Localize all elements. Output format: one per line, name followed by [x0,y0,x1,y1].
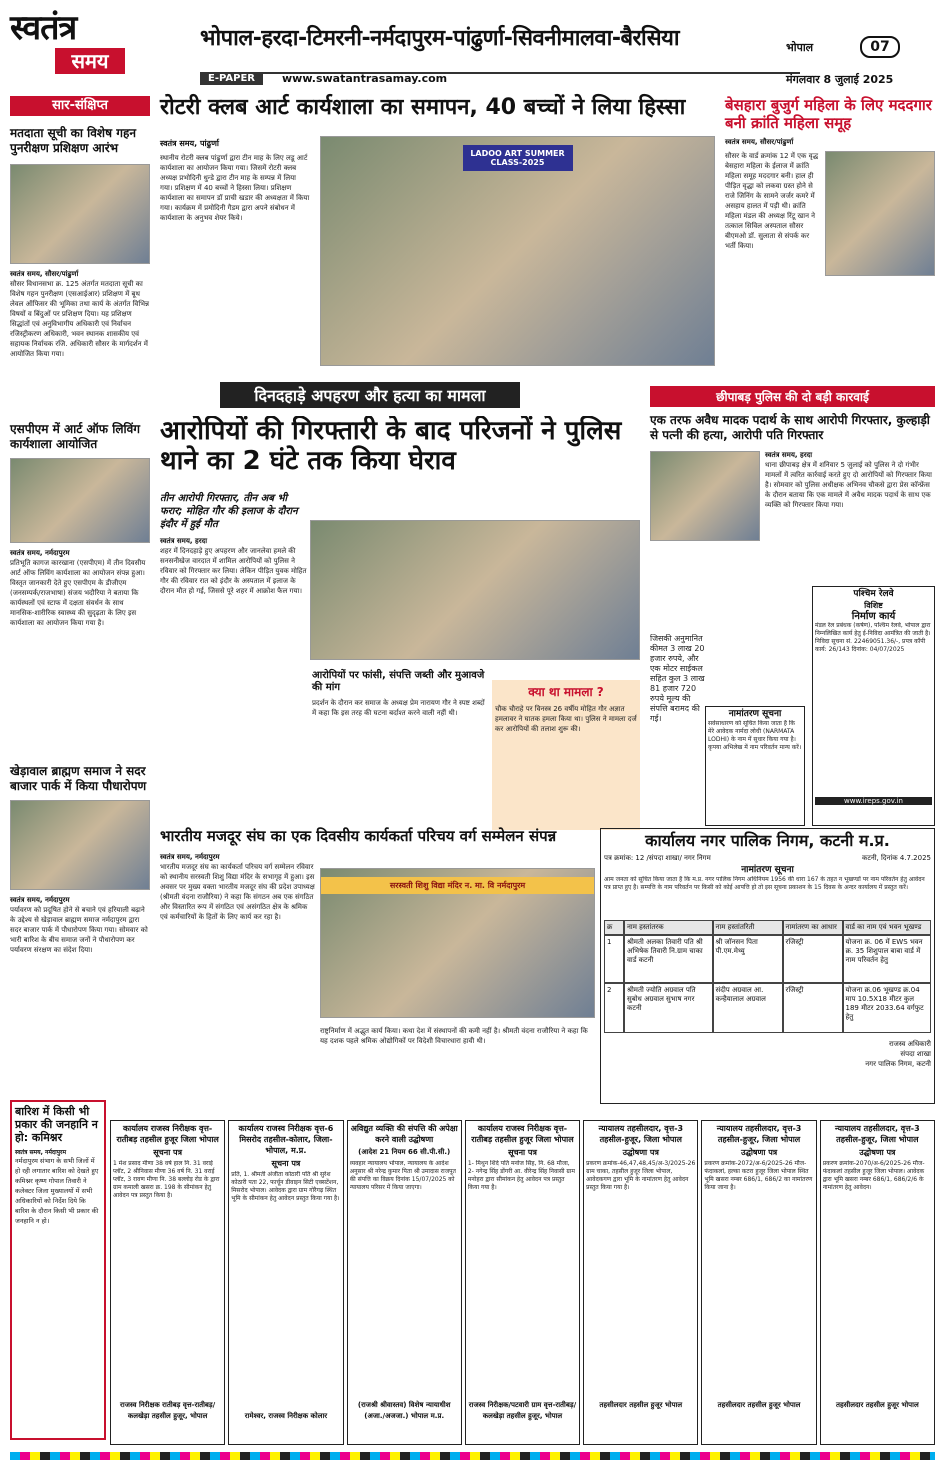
story2-title: एसपीएम में आर्ट ऑफ लिविंग कार्यशाला आयोजित [10,422,140,451]
legal-notices-row [110,1120,935,1445]
notice-title: न्यायालय तहसीलदार, वृत्त-3 तहसील-हुजूर, जिला भोपाल [716,1124,802,1144]
table-cell: योजना क्र.06 भूखण्ड क्र.04 माप 10.5X18 मीटर कुल 189 मीटर 2033.64 वर्गफुट हेतु [843,983,932,1033]
story1-byline: स्वतंत्र समय, सौसर/पांढुर्णा [10,270,79,278]
murder-title: आरोपियों की गिरफ्तारी के बाद परिजनों ने पुलिस थाने का 2 घंटे तक किया घेराव [160,416,622,476]
story3-photo [10,800,150,890]
rail-notice [812,586,935,826]
murder-kicker: दिनदहाड़े अपहरण और हत्या का मामला [220,382,520,408]
katni-notice [600,828,935,1104]
story1-title: मतदाता सूची का विशेष गहन पुनरीक्षण प्रशिक्षण आरंभ [10,126,136,155]
women-title: बेसहारा बुजुर्ग महिला के लिए मददगार बनी क्रांति महिला समूह [725,96,932,132]
notice-sub: सूचना पत्र [508,1148,537,1157]
page-number: 07 [860,36,900,58]
logo-text: स्वतंत्र [10,8,77,48]
notice-title: अविद्युत व्यक्ति की संपत्ति की अपेक्षा करने वाली उद्घोषणा [350,1124,458,1144]
table-cell: श्रीमती अलका तिवारी पति श्री अभिषेक तिवारी नि.ग्राम चाका वार्ड कटनी [624,935,713,983]
notice-title: कार्यालय राजस्व निरीक्षक वृत्त-6 मिसरोद तहसील-कोलार, जिला-भोपाल, म.प्र. [238,1124,334,1155]
women-story [725,96,935,376]
story1-text: सौसर विधानसभा क्र. 125 अंतर्गत मतदाता सूची का विशेष गहन पुनरीक्षण (एसआईआर) प्रशिक्षण में बूथ लेवल ऑफिसर की भूमिका तथा कार्य के अंतर्गत विभिन्न विषयों व बिंदुओं पर प्रशिक्षण दिया। यह प्रशिक्षण सिद्धांतों एवं अनुविभागीय अधिकारी एवं निर्वाचन रजिस्ट्रीकरण अधिकारी, भवन स्थानक शासकीय एवं सहायक निर्वाचक रजि. अधिकारी सौसर के मार्गदर्शन में आयोजित किया गया। [10,280,150,358]
story4-byline: स्वतंत्र समय, नर्मदापुरम [15,1149,67,1156]
namechange-text: सर्वसाधारण को सूचित किया जाता है कि मेरे आवेदक नार्मदा लोधी (NARMATA LODHI) के नाम में सुधार किया गया है। कृपया अभिलेख में नाम परिवर्तन मान्य करें। [708,720,802,751]
epaper-label: E-PAPER [200,72,263,85]
drug-title: एक तरफ अवैध मादक पदार्थ के साथ आरोपी गिरफ्तार, कुल्हाड़ी से पत्नी की हत्या, आरोपी पति गिरफ्तार [650,413,930,442]
notice-3 [465,1120,580,1445]
rotary-story [160,96,715,371]
notice-sub: (आदेश 21 नियम 66 सी.पी.सी.) [358,1148,451,1156]
banner-text: LADOO ART SUMMER CLASS-2025 [463,145,573,171]
edition-city: भोपाल [786,41,814,54]
rail-head: पश्चिम रेलवे [853,589,894,599]
story4-text: नर्मदापुरम संभाग के सभी जिलों में हो रही लगातार बारिश को देखते हुए कमिश्नर कृष्ण गोपाल तिवारी ने कलेक्टर जिला मुख्यालयों में सभी अधिकारियों को निर्देश दिये कि बारिश के दौरान किसी भी प्रकार की जनहानि न हो। [15,1157,99,1225]
katni-sign1: राजस्व अधिकारी [888,1039,931,1048]
murder-byline: स्वतंत्र समय, हरदा [160,537,208,545]
story4-title: बारिश में किसी भी प्रकार की जनहानि न हो: कमिश्नर [15,1105,98,1144]
notice-2 [347,1120,462,1445]
notice-sub: सूचना पत्र [271,1159,301,1168]
murder-story [160,382,640,620]
katni-date: कटनी, दिनांक 4.7.2025 [861,853,931,862]
story2-byline: स्वतंत्र समय, नर्मदापुरम [10,549,70,557]
drug-text: थाना छीपाबड़ क्षेत्र में शनिवार 5 जुलाई को पुलिस ने दो गंभीर मामलों में त्वरित कार्रवाई करते हुए दो आरोपियों को गिरफ्तार किया है। सोमवार को पुलिस अधीक्षक अभिनव चौकसे द्वारा प्रेस कॉन्फ्रेंस के दौरान बताया कि एक मामले में अवैध मादक पदार्थ के साथ एक व्यक्ति को गिरफ्तार किया गया। [765,461,932,509]
namechange-notice [705,706,805,826]
katni-subtitle: नामांतरण सूचना [741,864,794,875]
rotary-title: रोटरी क्लब आर्ट कार्यशाला का समापन, 40 बच्चों ने लिया हिस्सा [160,95,686,120]
murder-box-text: प्रदर्शन के दौरान कर समाज के अध्यक्ष प्रेम नारायण गौर ने स्पष्ट शब्दों में कहा कि इस तरह की घटना बर्दाश्त करने वाली नहीं थी। [312,699,485,717]
what-happened-box [492,680,640,830]
notice-6 [820,1120,935,1445]
drug-kicker: छीपाबड़ पुलिस की दो बड़ी कारवाई [650,386,935,407]
story3-title: खेड़ावाल ब्राह्मण समाज ने सदर बाजार पार्क में किया पौधारोपण [10,764,147,793]
murder-box [312,670,487,830]
notice-sub: उद्घोषणा पत्र [622,1148,659,1157]
rail-footer[interactable]: www.ireps.gov.in [815,797,932,805]
bms-title: भारतीय मजदूर संघ का एक दिवसीय कार्यकर्ता परिचय वर्ग सम्मेलन संपन्न [160,827,557,845]
story2-text: प्रतिभूति कागज कारखाना (एसपीएम) में तीन दिवसीय आर्ट ऑफ लिविंग कार्यशाला का आयोजन संपन्न हुआ। विस्तृत जानकारी देते हुए एसपीएम के डीजीएम (जनसम्पर्क/राजभाषा) संजय भदौरिया ने बताया कि कार्यस्थलों एवं स्टाफ में दक्षता संवर्धन के साथ मानसिक-शारीरिक स्वास्थ्य की सुदृढ़ता के लिए इस कार्यशाला का आयोजन किया गया है। [10,559,146,627]
notice-title: न्यायालय तहसीलदार, वृत्त-3 तहसील-हुजूर, जिला भोपाल [835,1124,920,1144]
notice-sub: उद्घोषणा पत्र [859,1148,896,1157]
story3-byline: स्वतंत्र समय, नर्मदापुरम [10,896,70,904]
story3-text: पर्यावरण को प्रदूषित होने से बचाने एवं हरियाली बढ़ाने के उद्देश्य से खेड़ावाल ब्राह्मण समाज नर्मदापुरम द्वारा सदर बाजार पार्क में पौधारोपण किया गया। सोमवार को भारी बारिश के बीच समाज जनों ने पौधारोपण कर पर्यावरण संरक्षण का संदेश दिया। [10,906,148,954]
katni-title: कार्यालय नगर पालिक निगम, कटनी म.प्र. [645,831,890,850]
what-happened-title: क्या था मामला ? [528,685,604,699]
bms-byline: स्वतंत्र समय, नर्मदापुरम [160,852,220,861]
women-photo [825,151,935,276]
drug-side-text: जिसकी अनुमानित कीमत 3 लाख 20 हजार रुपये, और एक मोटर साईकल सहित कुल 3 लाख 81 हजार 720 रुपये मूल्य की संपत्ति बरामद की गई। [650,634,705,723]
bms-caption: राष्ट्रनिर्माण में अद्भुत कार्य किया। कथा देश में संस्थापनों की कमी नहीं है। श्रीमती वंदना राजौरिया ने कहा कि यह दशक पहले श्रमिक ओद्योगिकों पर विदेशी विचारधारा हावी थी। [320,1027,588,1045]
notice-title: कार्यालय राजस्व निरीक्षक वृत्त-रातीबड़ तहसील हुजूर जिला भोपाल [116,1124,219,1144]
bms-banner: सरस्वती शिशु विद्या मंदिर न. मा. वि नर्मदापुरम [321,877,594,894]
table-cell: 2 [604,983,624,1033]
notice-1 [228,1120,343,1445]
table-cell: रजिस्ट्री [783,983,843,1033]
notice-sub: सूचना पत्र [153,1148,183,1157]
th-0: क्र [604,920,624,935]
bms-story [160,828,595,1110]
katni-ref: पत्र क्रमांक: 12 /संपदा शाखा/ नगर निगम [604,853,711,862]
section-header: सार-संक्षिप्त [10,96,150,116]
rail-text: मंडल रेल प्रबंधक (कर्षण), पश्चिम रेलवे, भोपाल द्वारा निम्नलिखित कार्य हेतु ई-निविदा आमंत्रित की जाती है। निविदा सूचना सं. 22469051.36/-, प्रपत्र कॉपी कार्य: 26/143 दिनांक: 04/07/2025 [815,622,931,653]
murder-text: शहर में दिनदहाड़े हुए अपहरण और जानलेवा हमले की सनसनीखेज वारदात में शामिल आरोपियों को पुलिस ने रविवार को गिरफ्तार कर लिया। लेकिन पीड़ित युवक मोहित गौर की रविवार रात को इंदौर के अस्पताल में इलाज के दौरान मौत हो गई, जिससे पूरे शहर में आक्रोश फैल गया। [160,547,307,595]
th-2: नाम हस्तांतरिती [713,920,783,935]
notice-text: प्रकरण क्रमांक-2070/अ-6/2025-26 मौज-फंदाकलां तहसील हुजूर जिला भोपाल। आवेदक द्वारा भूमि खसरा नम्बर 686/1, 686/2/6 के नामांतरण हेतु आवेदन। [822,1160,925,1191]
katni-text: आम जनता को सूचित किया जाता है कि म.प्र. नगर पालिक निगम अधिनियम 1956 की धारा 167 के तहत न भूखण्डों पर नाम परिवर्तन हेतु आवेदन पत्र प्राप्त हुए है। सम्पत्ति के नाम परिवर्तन पर किसी को कोई आपत्ति हो तो इस सूचना प्रकाशन के 15 दिवस के अन्दर कार्यालय में प्रस्तुत करें। [604,875,925,891]
city-list: भोपाल-हरदा-टिमरनी-नर्मदापुरम-पांढुर्णा-सिवनीमालवा-बैरसिया [200,26,680,51]
notice-sign: तहसीलदार तहसील हुजूर भोपाल [835,1401,919,1409]
notice-text: 1 मेश प्रसाद मीणा 38 वर्ष हाल नि. 31 वराई प्लॉट, 2 श्रीनिवास मीणा 36 वर्ष नि. 31 वराई प्लॉट, 3 रावण मीणा नि. 38 बल्लोड़ रोड के द्वारा ग्राम कमाली खसरा क्र. 198 के सीमांकन हेतु आवेदन पत्र प्रस्तुत किया है। [113,1160,220,1199]
murder-subtitle: तीन आरोपी गिरफ्तार, तीन अब भी फरार; मोहित गौर की इलाज के दौरान इंदौर में हुई मौत [160,493,298,530]
katni-sign3: नगर पालिक निगम, कटनी [865,1059,931,1068]
notice-0 [110,1120,225,1445]
notice-text: प्रकरण क्रमांक-46,47,48,45/अ-3/2025-26 ग्राम चाका, तहसील हुजूर जिला भोपाल, आवेदकगण द्वारा भूमि के नामांतरण हेतु आवेदन प्रस्तुत किया गया है। [586,1160,696,1191]
notice-title: न्यायालय तहसीलदार, वृत्त-3 तहसील-हुजूर, जिला भोपाल [598,1124,684,1144]
masthead-logo[interactable] [10,8,128,88]
notice-title: कार्यालय राजस्व निरीक्षक वृत्त-रातीबड़ तहसील हुजूर जिला भोपाल [471,1124,574,1144]
what-happened-text: चौक चौराहे पर विनस्त्र 26 वर्षीय मोहित गौर अज्ञात हमलावर ने घातक हमला किया था। पुलिस ने मामला दर्ज कर आरोपियों की तलाश शुरू की। [495,705,637,733]
table-cell: 1 [604,935,624,983]
namechange-title: नामांतरण सूचना [728,709,782,719]
drug-photo [650,451,760,541]
notice-4 [583,1120,698,1445]
story1-photo [10,164,150,264]
rotary-photo [320,136,715,366]
rotary-byline: स्वतंत्र समय, पांढुर्णा [160,139,219,149]
rail-title: निर्माण कार्य [851,611,896,622]
bms-text: भारतीय मजदूर संघ का कार्यकर्ता परिचय वर्ग सम्मेलन रविवार को स्थानीय सरस्वती शिशु विद्या मंदिर के सभागृह में हुआ। इस अवसर पर मुख्य वक्ता भारतीय मजदूर संघ की प्रदेश उपाध्यक्ष (श्रीमती वंदना राजौरिया) ने कहा कि संगठन अब एक संगठित और विस्तारित रूप में संगठित एवं असंगठित क्षेत्र के श्रमिक एवं कर्मचारियों के हितों के लिए कार्य कर रहा है। [160,862,315,921]
rotary-text: स्थानीय रोटरी क्लब पांढुर्णा द्वारा टीन माह के लिए लडू आर्ट कार्यशाला का आयोजन किया गया। जिसमें रोटरी क्लब अध्यक्ष प्रभोदिनी धुन्डे द्वारा टीन माह के सम्पन्न में लिया गया। प्रशिक्षण में 40 बच्चों ने हिस्सा लिया। प्रशिक्षण कार्यशाला का समापन डॉ प्राची खडार की अध्यक्षता में किया गया। कार्यक्रम में प्रमोदिनी गैडम द्वारा अपने संबोधन में कार्यशाला के अनुभव शेयर किये। [160,154,310,223]
notice-text: प्रति, 1. श्रीमती अंजीता कोठारी पति श्री सुरेश कोठारी पता 22, फार्चून डीवाइन सिटी एक्सटेंशन, मिसरोद भोपाल। आवेदक द्वारा ग्राम गोरैगढ़ स्थित भूमि के सीमांकन हेतु आवेदन प्रस्तुत किया गया है। [231,1171,340,1202]
table-cell: संदीप अग्रवाल आ. कन्हैयालाल अग्रवाल [713,983,783,1033]
th-1: नाम हस्तांतरक [624,920,713,935]
notice-sub: उद्घोषणा पत्र [740,1148,778,1157]
table-cell: श्री जॉनसन पिता पी.एम.मेथ्यु [713,935,783,983]
notice-text: प्रकरण क्रमांक-2072/अ-6/2025-26 मौज-फंदाकलां, हल्का कटरा हुजूर जिला भोपाल स्थित भूमि खसरा नम्बर 686/1, 686/2 का नामांतरण किया जाना है। [704,1160,813,1191]
notice-5 [701,1120,816,1445]
color-registration-bar [10,1452,935,1460]
bms-photo [320,868,595,1018]
website-link[interactable]: www.swatantrasamay.com [282,72,448,85]
story4-box [10,1100,106,1440]
notice-sign: राजस्व निरीक्षक रातीबड़ वृत्त-रातीबड़/कलखेड़ा तहसील हुजूर, भोपाल [120,1401,216,1420]
murder-photo [310,520,640,660]
notice-text: 1- मिथुन शिंदे पति मनोज सिंह, नि. 68 मौजा, 2- नगेन्द्र सिंह डोंगरी आ. वीरेन्द्र सिंह निवासी ग्राम मनोहरा द्वारा सीमांकन हेतु आवेदन पत्र प्रस्तुत किया गया है। [467,1160,575,1191]
katni-table [604,920,931,1033]
katni-sign2: संपदा शाखा [900,1049,931,1058]
table-cell: योजना क्र. 06 में EWS भवन क्र. 35 शिशुपाल बाबा वार्ड में नाम परिवर्तन हेतु [843,935,932,983]
edition-date: मंगलवार 8 जुलाई 2025 [786,73,894,86]
notice-sign: तहसीलदार तहसील हुजूर भोपाल [599,1401,683,1409]
logo-subtext: समय [55,48,125,74]
table-cell: श्रीमती ज्योति अग्रवाल पति सुबोध अग्रवाल सुभाष नगर कटनी [624,983,713,1033]
th-3: नामांतरण का आधार [783,920,843,935]
murder-box-title: आरोपियों पर फांसी, संपत्ति जब्ती और मुआवजे की मांग [312,670,485,693]
women-byline: स्वतंत्र समय, सौसर/पांढुर्णा [725,138,794,146]
notice-text: व्यवहार न्यायालय भोपाल, न्यायालय के आदेश अनुसार श्री नरेन्द्र कुमार पिता श्री उमादास राजपूत की संपत्ति का विक्रय दिनांक 15/07/2025 को न्यायालय परिसर में किया जाएगा। [349,1160,456,1191]
table-cell: रजिस्ट्री [783,935,843,983]
notice-sign: राजस्व निरीक्षक/पटवारी ग्राम वृत्त-रातीबड़/कलखेड़ा तहसील हुजूर, भोपाल [468,1401,577,1420]
drug-byline: स्वतंत्र समय, हरदा [765,451,813,459]
notice-sign: रामेश्वर, राजस्व निरीक्षक कोलार [244,1412,328,1420]
story2-photo [10,458,150,543]
women-text: सौसर के वार्ड क्रमांक 12 में एक वृद्ध बेसहारा महिला के ईलाज में क्रांति महिला समूह मददगार बनी। हाल ही पीड़ित वृद्धा को लकवा ग्रस्त होने से राजे जिनिंग के सामने जर्जर कमरे में असहाय हालत में पड़ी थी। क्रांति महिला मंडल की अध्यक्ष रिंटू खान ने तत्काल सिविल अस्पताल सौसर बीएमओ डॉ. सुलाता से संपर्क कर भर्ती किया। [725,152,819,250]
notice-sign: तहसीलदार तहसील हुजूर भोपाल [717,1401,801,1409]
rail-sub: विशिष्ट [864,601,883,610]
th-4: वार्ड का नाम एवं भवन भूखण्ड [843,920,932,935]
notice-sign: (राजश्री श्रीवास्तव) विशेष न्यायाधीश (अजा./अजजा.) भोपाल म.प्र. [357,1401,451,1420]
